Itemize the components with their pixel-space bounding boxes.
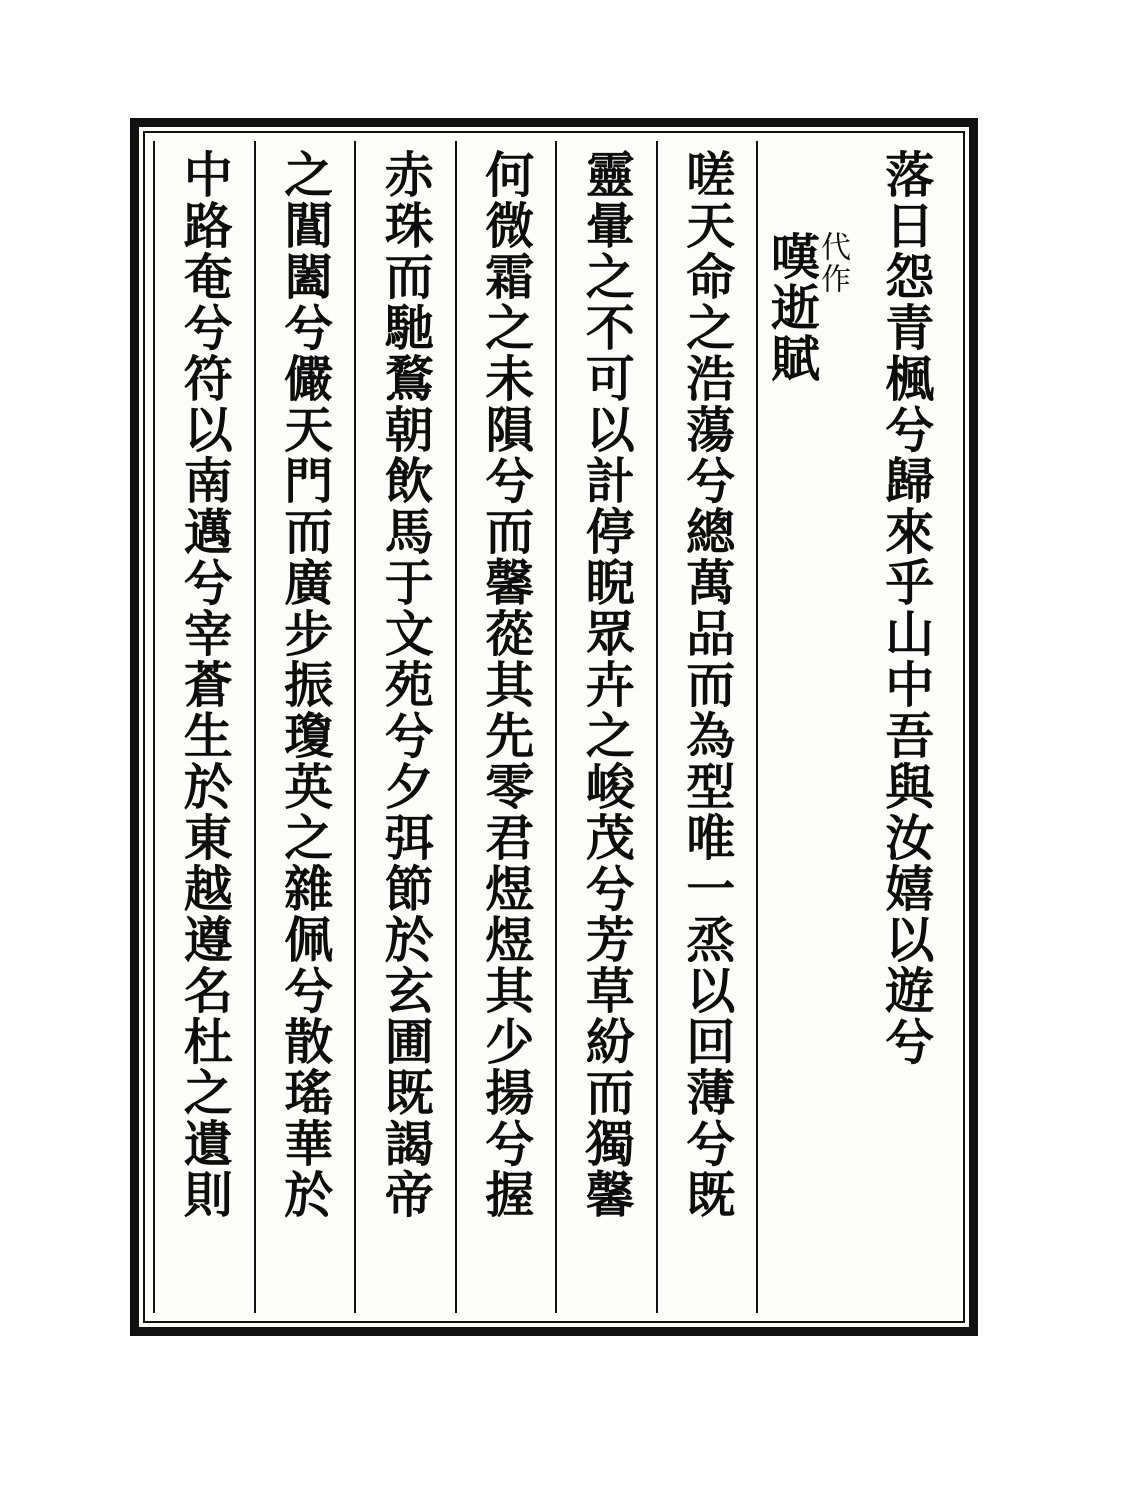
- column-text: 何微霜之未隕兮而馨蓯其先零君煜煜其少揚兮握: [477, 149, 536, 1220]
- column-text: 嗟天命之浩蕩兮總萬品而為型唯一烝以回薄兮既: [678, 149, 737, 1220]
- text-column-5: [455, 141, 556, 1313]
- text-columns: [153, 141, 955, 1313]
- text-block-frame: [130, 118, 978, 1336]
- text-column-8: [153, 141, 254, 1313]
- text-column-3: [656, 141, 757, 1313]
- text-column-2: [756, 141, 857, 1313]
- text-column-6: [354, 141, 455, 1313]
- text-block-inner-rule: [143, 131, 965, 1323]
- column-text: 中路奄兮符以南邁兮宰蒼生於東越遵名杜之遺則: [176, 149, 235, 1220]
- column-text: 靈暈之不可以計停睨眾卉之峻茂兮芳草紛而獨馨: [578, 149, 637, 1220]
- piece-title: 嘆逝賦: [763, 231, 822, 384]
- text-column-1: [857, 141, 956, 1313]
- text-column-7: [254, 141, 355, 1313]
- piece-title-note: 代作: [814, 231, 850, 295]
- column-text: 赤珠而馳鶩朝飲馬于文苑兮夕弭節於玄圃既謁帝: [377, 149, 436, 1220]
- column-text: 落日怨青楓兮歸來乎山中吾與汝嬉以遊兮: [877, 149, 936, 1067]
- column-text: 之閶闔兮儼天門而廣步振瓊英之雜佩兮散瑤華於: [276, 149, 335, 1220]
- text-column-4: [555, 141, 656, 1313]
